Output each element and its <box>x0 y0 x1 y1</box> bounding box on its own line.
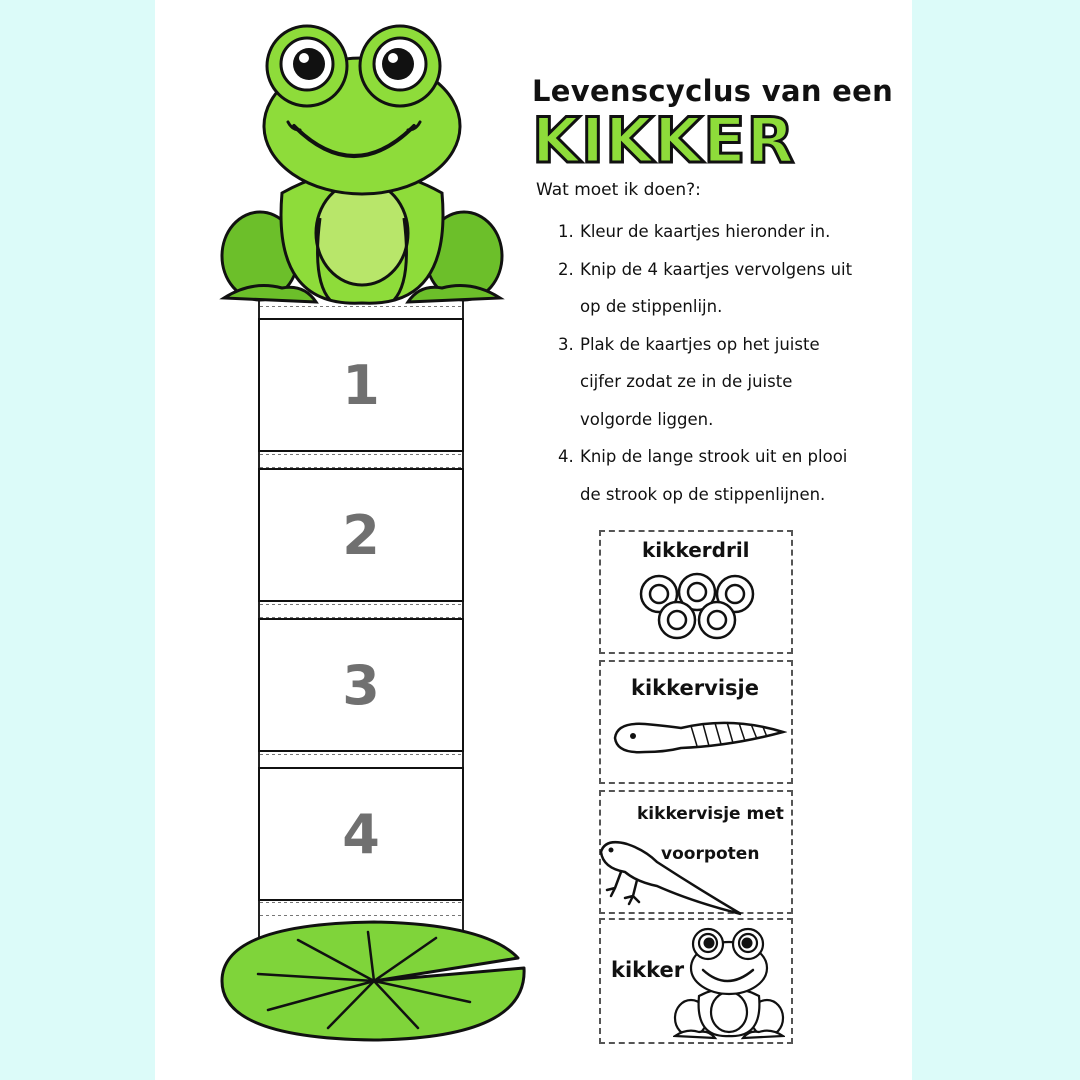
instruction-step <box>558 213 898 251</box>
slot-number: 4 <box>342 802 380 866</box>
card-kikkervisje-met-voorpoten <box>599 790 793 914</box>
tadpole-icon <box>611 712 787 762</box>
frog-spawn-icon <box>637 570 757 644</box>
card-label: kikker <box>611 958 685 982</box>
instruction-step <box>558 251 898 326</box>
title-line-2: KIKKER <box>532 104 796 177</box>
instruction-list <box>558 213 898 513</box>
step-number: 3. <box>558 334 574 354</box>
fold-line <box>258 454 464 468</box>
frog-outline-icon <box>673 926 785 1040</box>
card-kikker <box>599 918 793 1044</box>
card-kikkerdril <box>599 530 793 654</box>
tadpole-legs-icon <box>597 836 747 916</box>
slot-2 <box>258 468 464 602</box>
step-number: 1. <box>558 222 574 241</box>
instructions-heading: Wat moet ik doen?: <box>536 180 701 200</box>
step-number: 4. <box>558 447 574 466</box>
fold-line <box>258 754 464 768</box>
slot-number: 1 <box>342 353 380 417</box>
card-label: kikkerdril <box>642 538 750 562</box>
step-text: Knip de 4 kaartjes vervolgens uit op de stippenlijn. <box>580 259 853 316</box>
fold-line <box>258 604 464 618</box>
step-number: 2. <box>558 259 574 279</box>
slot-number: 2 <box>342 503 380 567</box>
step-text: Knip de lange strook uit en plooi de strook op de stippenlijnen. <box>580 447 848 504</box>
card-kikkervisje <box>599 660 793 784</box>
slot-3 <box>258 618 464 752</box>
step-text: Plak de kaartjes op het juiste cijfer zodat ze in de juiste volgorde liggen. <box>580 334 820 429</box>
card-label: kikkervisje met <box>637 804 784 824</box>
title-line-1: Levenscyclus van een <box>532 74 894 108</box>
slot-4 <box>258 767 464 901</box>
slot-1 <box>258 318 464 452</box>
frog-icon <box>212 18 512 310</box>
instruction-step <box>558 326 898 439</box>
fold-line <box>258 902 464 916</box>
step-text: Kleur de kaartjes hieronder in. <box>580 222 831 241</box>
lily-pad-icon <box>218 918 530 1044</box>
slot-number: 3 <box>342 653 380 717</box>
card-label: kikkervisje <box>631 676 759 700</box>
card-label: voorpoten <box>661 844 760 864</box>
instruction-step <box>558 438 898 513</box>
